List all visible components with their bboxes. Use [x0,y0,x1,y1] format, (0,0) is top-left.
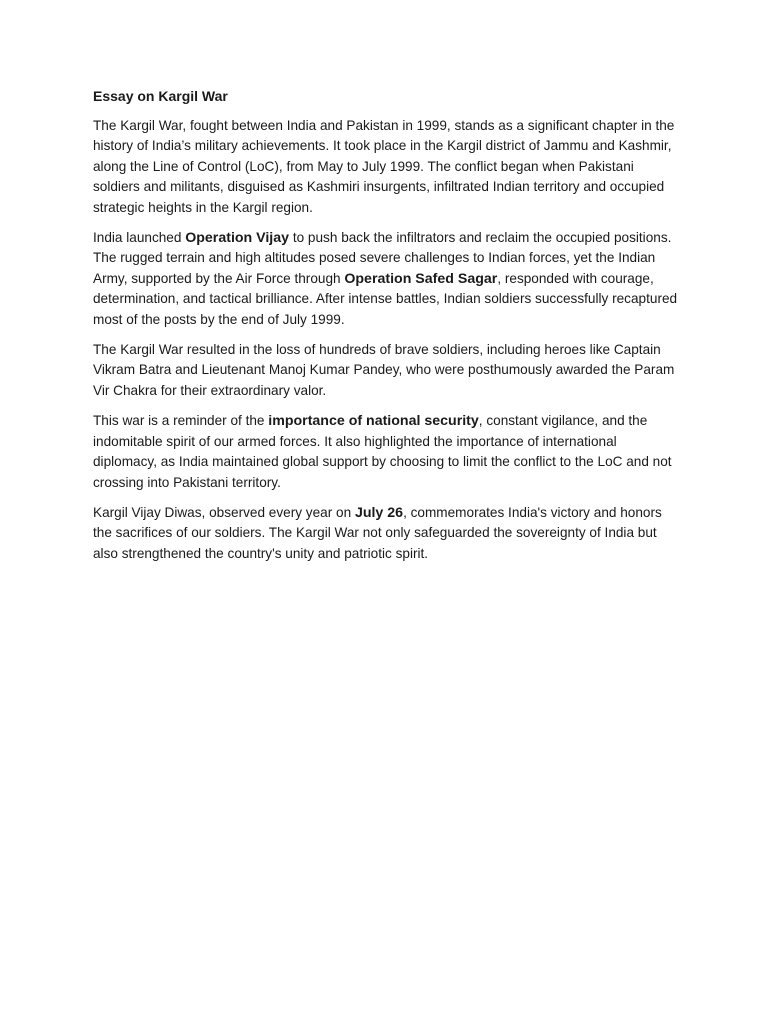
document-page [93,86,679,574]
paragraph-text: This war is a reminder of the [93,413,269,429]
bold-july-26: July 26 [354,504,404,521]
paragraph-heroes [93,340,679,401]
bold-national-security: importance of national security [268,413,479,430]
bold-operation-safed-sagar: Operation Safed Sagar [344,270,498,287]
paragraph-text: India launched [93,230,186,246]
paragraph-vijay-diwas [93,503,679,564]
paragraph-text: The Kargil War resulted in the loss of hundreds of brave soldiers, including heroes like Captain Vikram Batra and Lieutenant Manoj Kumar Pandey, who were posthumously awarded the Param Vir Chakra for their extraordinary valor. [93,342,675,398]
paragraph-operation-vijay [93,228,679,330]
paragraph-text: , constant vigilance, and the indomitable spirit of our armed forces. It also highlighted the importance of international diplomacy, as India maintained global support by choosing to limit the conflict to the LoC and not crossing into Pakistani territory. [93,413,672,490]
paragraph-text: , responded with courage, determination, and tactical brilliance. After intense battles, Indian soldiers successfully recaptured most of the posts by the end of July 1999. [93,270,678,327]
paragraph-text: Kargil Vijay Diwas, observed every year on [93,504,355,520]
paragraph-introduction [93,116,679,218]
bold-operation-vijay: Operation Vijay [185,230,290,247]
essay-title: Essay on Kargil War [93,88,228,104]
paragraph-national-security [93,411,679,493]
paragraph-text: , commemorates India's victory and honors the sacrifices of our soldiers. The Kargil War not only safeguarded the sovereignty of India but also strengthened the country's unity and patriotic spirit. [93,504,662,561]
paragraph-text: to push back the infiltrators and reclaim the occupied positions. The rugged terrain and high altitudes posed severe challenges to Indian forces, yet the Indian Army, supported by the Air Force through [93,230,672,286]
paragraph-text: The Kargil War, fought between India and Pakistan in 1999, stands as a significant chapter in the history of India’s military achievements. It took place in the Kargil district of Jammu and Kashmir, along the Line of Control (LoC), from May to July 1999. The conflict began when Pakistani soldiers and militants, disguised as Kashmiri insurgents, infiltrated Indian territory and occupied strategic heights in the Kargil region. [93,118,675,215]
